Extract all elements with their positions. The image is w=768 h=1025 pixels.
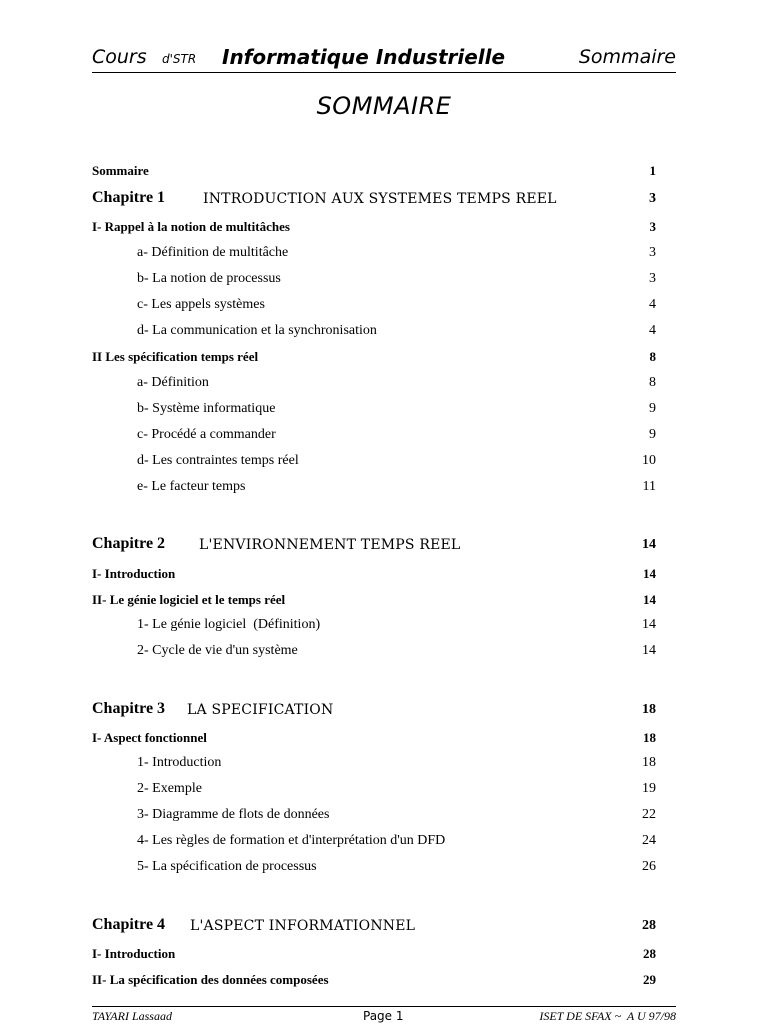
toc-page: 14 [643,592,656,607]
page-footer [92,1006,676,1025]
toc-label: c- Les appels systèmes [137,297,265,312]
chapter-title: LA SPECIFICATION [187,702,334,718]
toc-label: 2- Exemple [137,781,202,796]
toc-page: 29 [643,972,656,987]
toc-page: 3 [649,219,656,234]
toc-label: b- Système informatique [137,401,276,416]
toc-page: 4 [649,297,656,312]
header-cours: Cours [92,46,147,68]
toc-label: I- Introduction [92,946,176,961]
toc-page: 18 [642,702,656,717]
toc-page: 9 [649,401,656,416]
toc-page: 8 [649,375,656,390]
chapter-title: INTRODUCTION AUX SYSTEMES TEMPS REEL [203,191,557,207]
chapter-number: Chapitre 4 [92,916,166,933]
toc-label: Sommaire [92,163,149,178]
toc-page: 18 [642,755,656,770]
toc-label: I- Introduction [92,566,176,581]
toc-page: 10 [642,453,656,468]
toc-label: II- Le génie logiciel et le temps réel [92,592,286,607]
toc-page: 19 [642,781,656,796]
page-title: SOMMAIRE [316,92,452,120]
toc-label: 4- Les règles de formation et d'interprétation d'un DFD [137,833,446,848]
toc-page: 4 [649,323,656,338]
footer-author: TAYARI Lassaad [92,1009,172,1023]
toc-page: 18 [643,730,656,745]
toc-label: 1- Le génie logiciel (Définition) [137,617,321,632]
chapter-number: Chapitre 2 [92,535,166,552]
toc-page: 1 [649,163,656,178]
header-dstr: d'STR [162,52,197,66]
toc-page: 28 [643,946,656,961]
toc-label: d- Les contraintes temps réel [137,453,299,468]
toc-page: 14 [642,617,656,632]
toc-label: II- La spécification des données composées [92,972,329,987]
toc-label: 2- Cycle de vie d'un système [137,643,298,658]
toc-page: 3 [649,271,656,286]
header-course-title: Informatique Industrielle [222,45,506,69]
chapter-number: Chapitre 1 [92,189,166,206]
toc-label: d- La communication et la synchronisation [137,323,377,338]
toc-label: a- Définition [137,375,209,390]
toc-label: b- La notion de processus [137,271,281,286]
toc-page: 8 [649,349,656,364]
chapter-title: L'ASPECT INFORMATIONNEL [190,918,416,934]
toc-page: 9 [649,427,656,442]
chapter-title: L'ENVIRONNEMENT TEMPS REEL [199,537,461,553]
footer-page-number: Page 1 [363,1009,404,1023]
toc-label: I- Aspect fonctionnel [92,730,207,745]
toc-page: 28 [642,918,656,933]
toc-page: 22 [642,807,656,822]
toc-page: 3 [649,191,656,206]
toc-label: a- Définition de multitâche [137,245,289,260]
toc-label: II Les spécification temps réel [92,349,259,364]
toc-page: 14 [643,566,656,581]
toc-label: 5- La spécification de processus [137,859,317,874]
toc-label: c- Procédé a commander [137,427,276,442]
toc-label: 3- Diagramme de flots de données [137,807,330,822]
toc-label: 1- Introduction [137,755,222,770]
chapter-number: Chapitre 3 [92,700,166,717]
toc-page: 26 [642,859,656,874]
toc-label: e- Le facteur temps [137,479,246,494]
toc-page: 14 [642,643,656,658]
toc-page: 14 [642,537,656,552]
toc-page: 3 [649,245,656,260]
toc-page: 11 [642,479,656,494]
toc-page: 24 [642,833,656,848]
toc-label: I- Rappel à la notion de multitâches [92,219,290,234]
header-section: Sommaire [578,46,676,68]
footer-institution: ISET DE SFAX ~ A U 97/98 [539,1009,676,1023]
